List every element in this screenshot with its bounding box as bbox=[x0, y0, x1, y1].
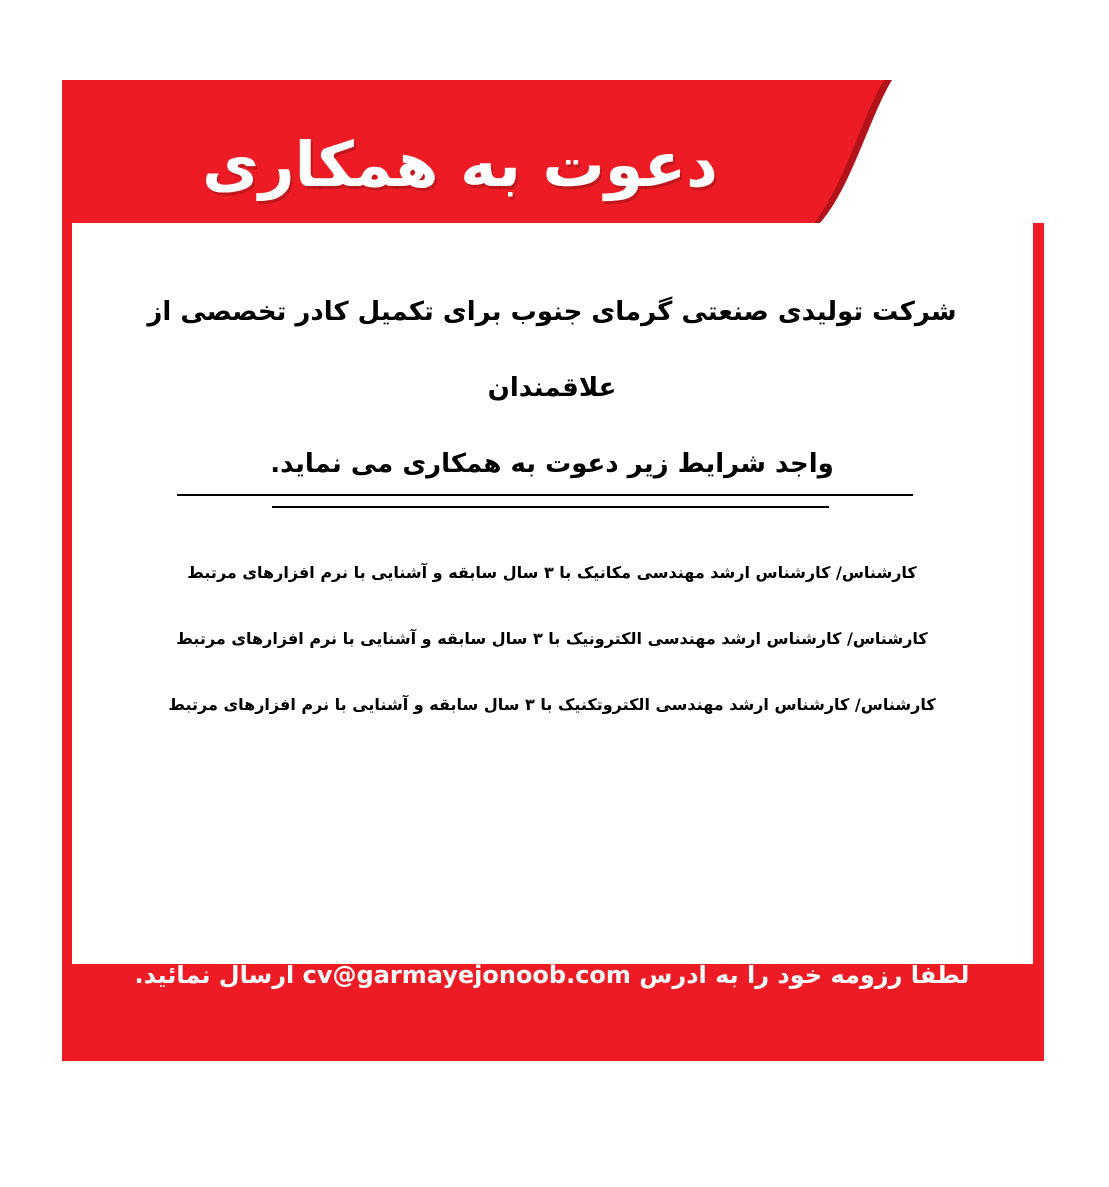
contact-email-link[interactable]: cv@garmayejonoob.com bbox=[302, 961, 631, 989]
resume-instruction bbox=[92, 948, 1012, 1002]
intro-paragraph bbox=[92, 274, 1012, 502]
intro-line-1: شرکت تولیدی صنعتی گرمای جنوب برای تکمیل کادر تخصصی از علاقمندان bbox=[147, 297, 957, 403]
intro-line-2: واجد شرایط زیر دعوت به همکاری می نماید. bbox=[270, 449, 834, 479]
job-position-electrotechnics: کارشناس/ کارشناس ارشد مهندسی الکتروتکنیک با ۳ سال سابقه و آشنایی با نرم افزارهای مرتبط bbox=[168, 695, 936, 714]
job-position-electronics: کارشناس/ کارشناس ارشد مهندسی الکترونیک با ۳ سال سابقه و آشنایی با نرم افزارهای مرتبط bbox=[176, 629, 928, 648]
divider-line-short bbox=[272, 506, 829, 508]
job-invitation-poster bbox=[62, 80, 1044, 1061]
job-positions-list bbox=[92, 548, 1012, 746]
resume-instruction-end: ارسال نمائید. bbox=[134, 961, 295, 989]
divider-line-long bbox=[177, 494, 913, 496]
poster-title: دعوت به همکاری bbox=[202, 128, 718, 201]
resume-instruction-start: لطفاً رزومه خود را به آدرس bbox=[639, 961, 970, 989]
job-position-mechanical: کارشناس/ کارشناس ارشد مهندسی مکانیک با ۳ سال سابقه و آشنایی با نرم افزارهای مرتبط bbox=[187, 563, 917, 582]
